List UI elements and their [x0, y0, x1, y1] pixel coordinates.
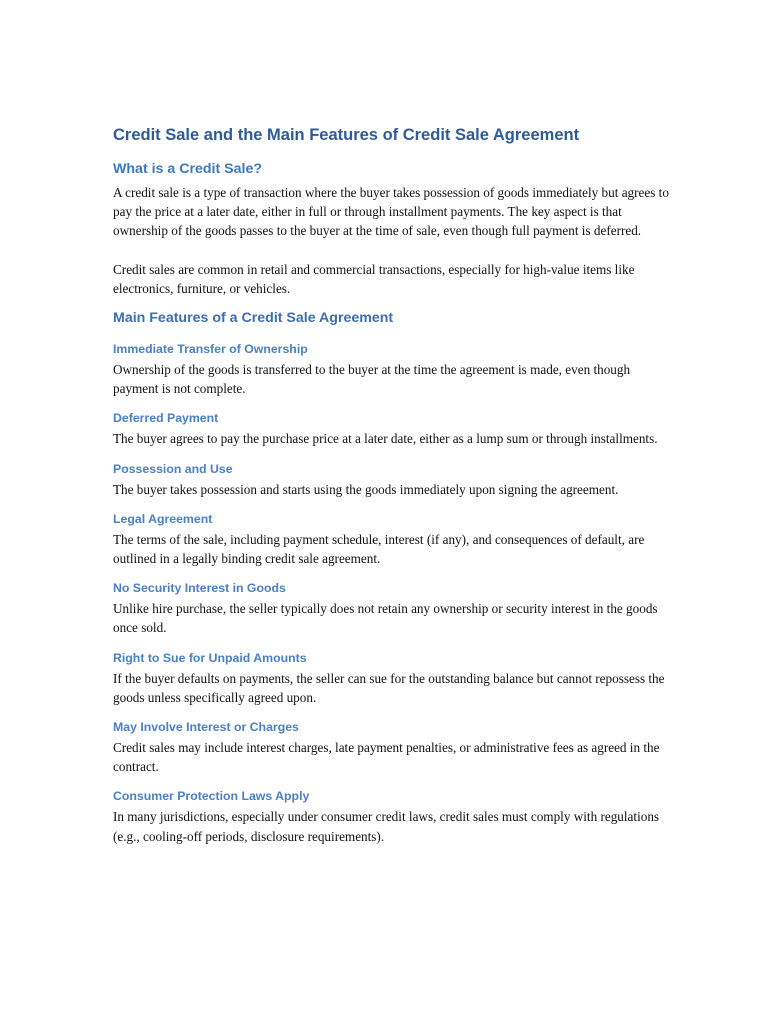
feature-text: Unlike hire purchase, the seller typically does not retain any ownership or security interest in the goods once sold. [113, 601, 658, 636]
section-heading-what-is: What is a Credit Sale? [113, 161, 263, 177]
feature-text: Ownership of the goods is transferred to the buyer at the time the agreement is made, even though payment is not complete. [113, 362, 631, 397]
feature-heading: No Security Interest in Goods [113, 581, 286, 596]
feature-heading: Right to Sue for Unpaid Amounts [113, 650, 307, 665]
feature-text: If the buyer defaults on payments, the seller can sue for the outstanding balance but cannot repossess the goods unless specifically agreed upon. [113, 670, 665, 705]
feature-text: Credit sales may include interest charges, late payment penalties, or administrative fees as agreed in the contract. [113, 740, 660, 775]
feature-heading: May Involve Interest or Charges [113, 720, 299, 735]
paragraph: A credit sale is a type of transaction where the buyer takes possession of goods immediately but agrees to pay the price at a later date, either in full or through installment payments. The key aspect is that ownership of the goods passes to the buyer at the time of sale, even though full payment is deferred. [113, 185, 669, 239]
feature-heading: Immediate Transfer of Ownership [113, 342, 308, 357]
document-title: Credit Sale and the Main Features of Credit Sale Agreement [113, 126, 580, 144]
feature-heading: Consumer Protection Laws Apply [113, 789, 310, 804]
feature-item [113, 580, 673, 637]
feature-item [113, 650, 673, 707]
feature-item [113, 341, 673, 398]
feature-item [113, 788, 673, 845]
feature-text: The buyer agrees to pay the purchase price at a later date, either as a lump sum or through installments. [113, 431, 658, 447]
feature-heading: Possession and Use [113, 461, 233, 476]
feature-item [113, 511, 673, 568]
feature-item [113, 410, 673, 448]
section-heading-main-features: Main Features of a Credit Sale Agreement [113, 310, 394, 327]
feature-heading: Legal Agreement [113, 511, 213, 526]
feature-heading: Deferred Payment [113, 411, 219, 426]
feature-text: In many jurisdictions, especially under consumer credit laws, credit sales must comply with regulations (e.g., cooling-off periods, disclosure requirements). [113, 809, 660, 844]
feature-text: The buyer takes possession and starts using the goods immediately upon signing the agreement. [113, 481, 619, 497]
document-body [113, 124, 673, 858]
paragraph: Credit sales are common in retail and commercial transactions, especially for high-value items like electronics, furniture, or vehicles. [113, 261, 635, 296]
feature-text: The terms of the sale, including payment schedule, interest (if any), and consequences of default, are outlined in a legally binding credit sale agreement. [113, 531, 645, 567]
feature-item [113, 719, 673, 776]
feature-item [113, 461, 673, 499]
